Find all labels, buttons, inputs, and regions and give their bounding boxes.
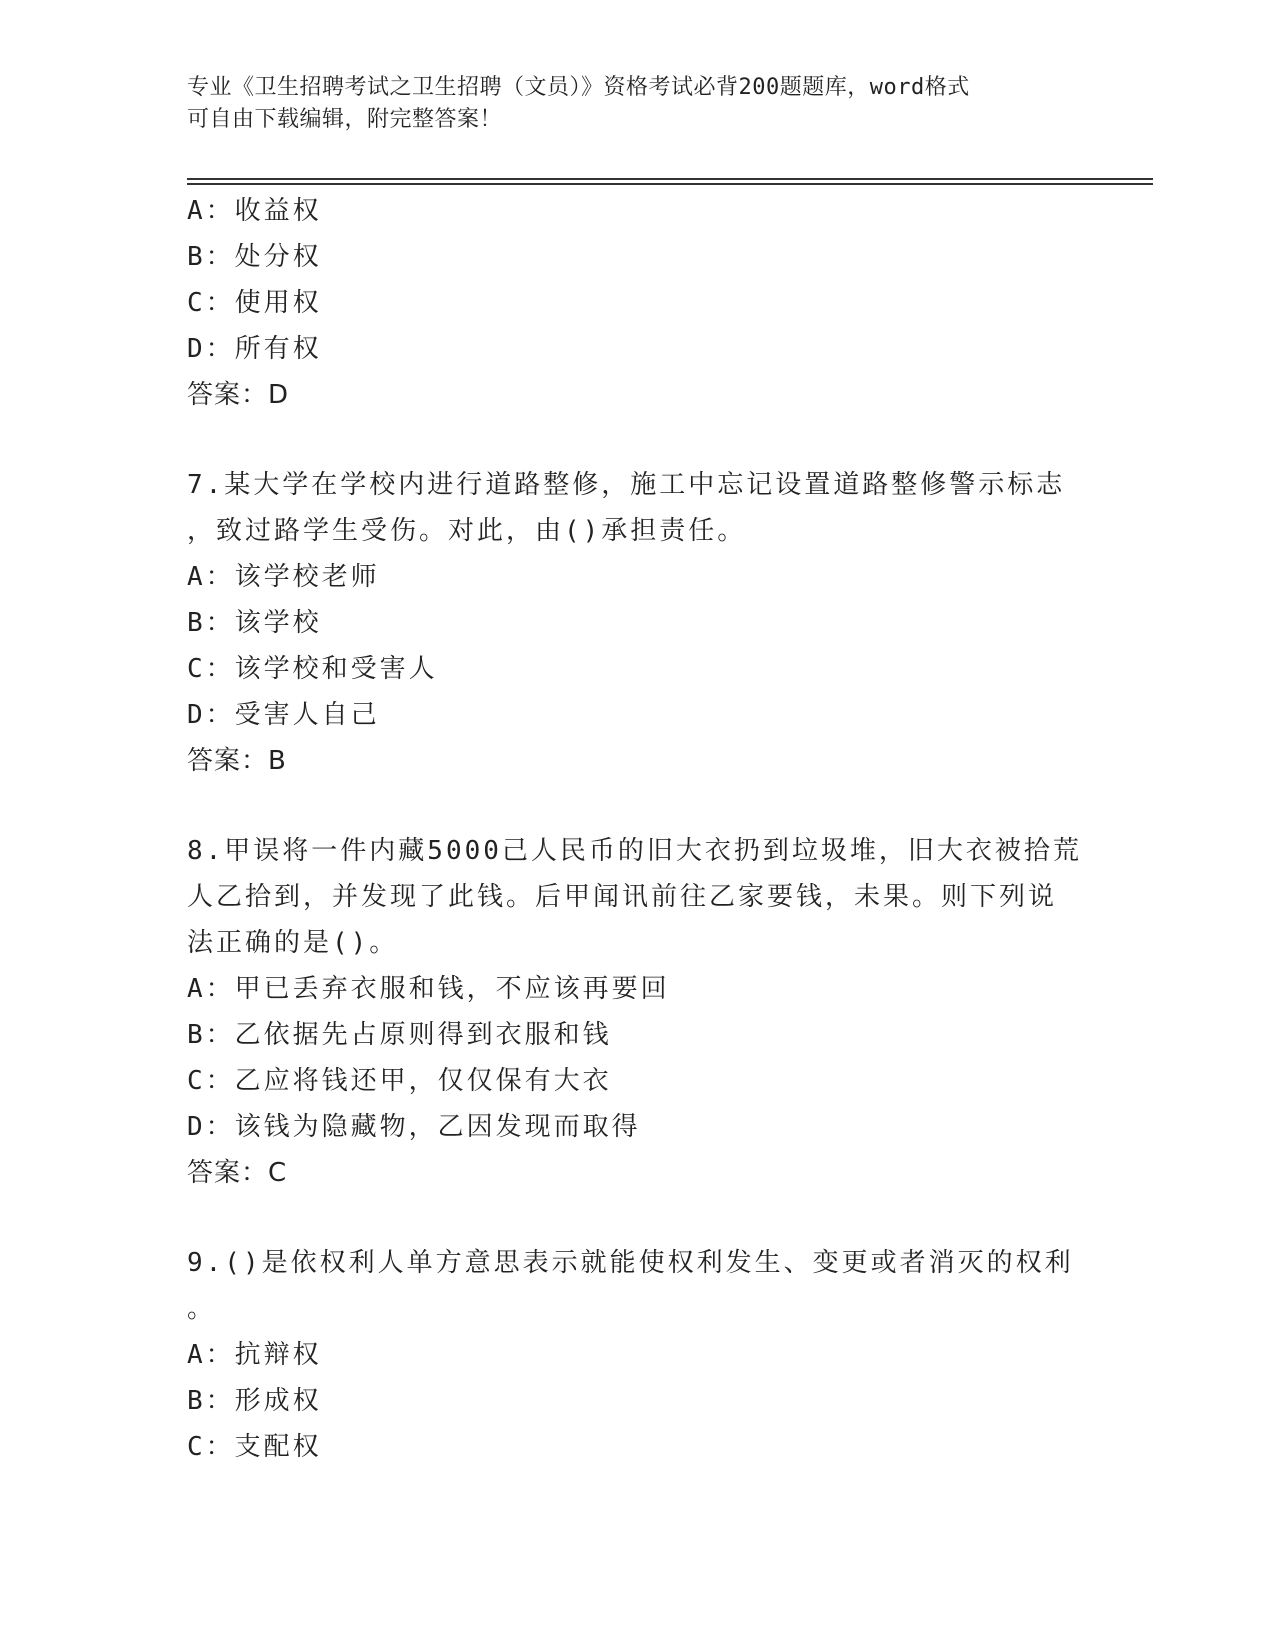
question-9 [187,1240,1087,1470]
answer: 答案：C [187,1158,288,1188]
option-a: A：该学校老师 [187,562,380,592]
question-stem-line: 。 [187,1294,217,1324]
header-divider-bottom [187,183,1153,185]
option-c: C：乙应将钱还甲，仅仅保有大衣 [187,1066,612,1096]
option-a: A：抗辩权 [187,1340,322,1370]
option-c: C：使用权 [187,288,322,318]
header-divider-top [187,178,1153,180]
option-d: D：所有权 [187,334,322,364]
option-c: C：支配权 [187,1432,322,1462]
question-list [187,188,1087,1470]
option-d: D：受害人自己 [187,700,380,730]
option-d: D：该钱为隐藏物，乙因发现而取得 [187,1112,641,1142]
question-8 [187,828,1087,1196]
question-6 [187,188,1087,418]
question-stem-line: 法正确的是()。 [187,928,399,958]
header-line-2: 可自由下载编辑，附完整答案！ [187,107,503,132]
option-b: B：形成权 [187,1386,322,1416]
question-stem-line: ，致过路学生受伤。对此，由()承担责任。 [187,516,747,546]
option-b: B：乙依据先占原则得到衣服和钱 [187,1020,612,1050]
option-b: B：处分权 [187,242,322,272]
question-stem-line: 人乙拾到，并发现了此钱。后甲闻讯前往乙家要钱，未果。则下列说 [187,882,1058,912]
option-c: C：该学校和受害人 [187,654,438,684]
question-7 [187,462,1087,784]
option-a: A：甲已丢弃衣服和钱，不应该再要回 [187,974,670,1004]
answer: 答案：B [187,746,287,776]
document-header [187,72,1087,136]
question-stem-line: 9.()是依权利人单方意思表示就能使权利发生、变更或者消灭的权利 [187,1248,1074,1278]
question-stem-line: 8.甲误将一件内藏5000己人民币的旧大衣扔到垃圾堆，旧大衣被拾荒 [187,836,1082,866]
answer: 答案：D [187,380,290,410]
option-a: A：收益权 [187,196,322,226]
question-stem-line: 7.某大学在学校内进行道路整修，施工中忘记设置道路整修警示标志 [187,470,1066,500]
option-b: B：该学校 [187,608,322,638]
header-line-1: 专业《卫生招聘考试之卫生招聘（文员）》资格考试必背200题题库，word格式 [187,75,970,100]
